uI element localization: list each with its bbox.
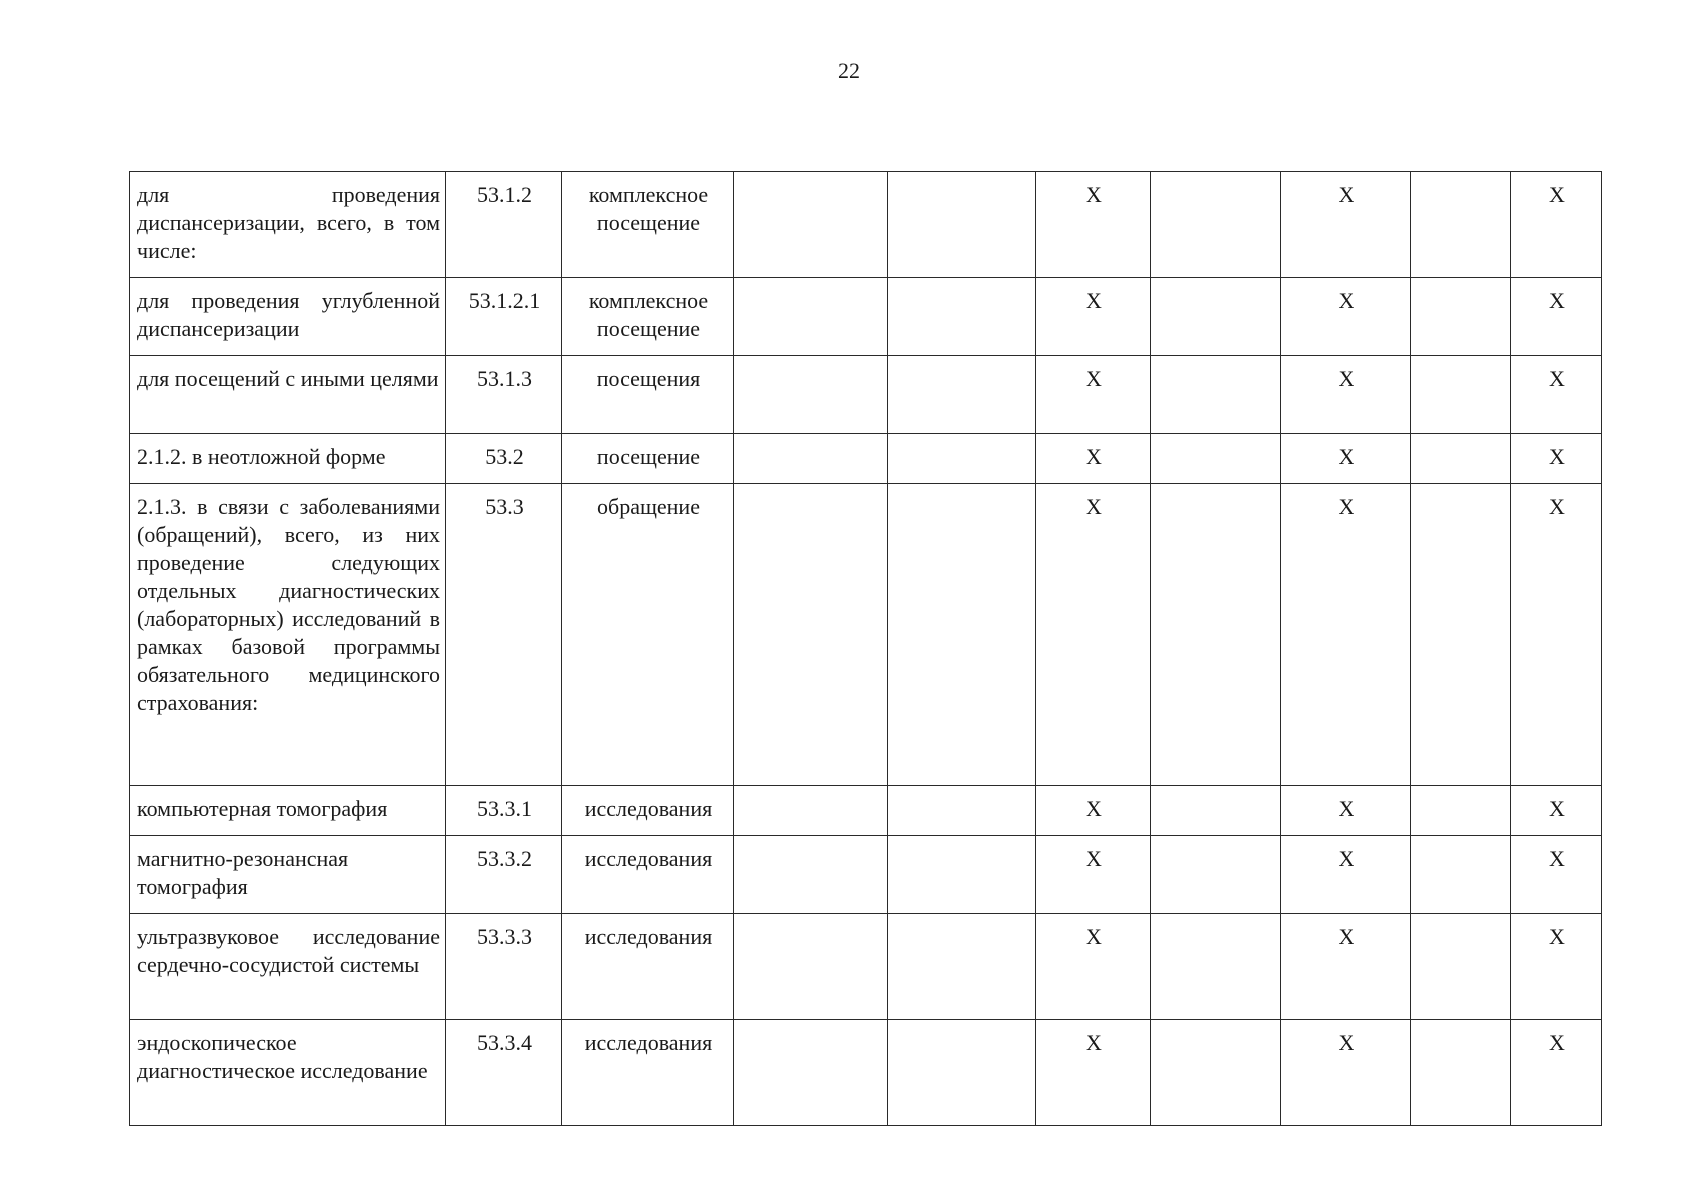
value-cell <box>888 172 1036 278</box>
value-cell <box>888 836 1036 914</box>
row-unit-cell: исследования <box>562 786 734 836</box>
value-cell: X <box>1281 434 1411 484</box>
row-name-cell: магнитно-резонансная томография <box>130 836 446 914</box>
value-cell <box>888 356 1036 434</box>
row-name-cell: 2.1.2. в неотложной форме <box>130 434 446 484</box>
value-cell <box>1151 484 1281 786</box>
value-cell: X <box>1036 172 1151 278</box>
table-row <box>130 356 1602 434</box>
row-code-cell: 53.3.1 <box>446 786 562 836</box>
row-name-cell: 2.1.3. в связи с заболеваниями (обращений), всего, из них проведение следующих отдельных диагностических (лабораторных) исследований в рамках базовой программы обязательного медицинского страхования: <box>130 484 446 786</box>
value-cell <box>1151 1020 1281 1126</box>
value-cell: X <box>1511 1020 1602 1126</box>
value-cell: X <box>1281 172 1411 278</box>
value-cell: X <box>1036 914 1151 1020</box>
value-cell: X <box>1036 1020 1151 1126</box>
row-unit-cell: посещение <box>562 434 734 484</box>
row-unit-cell: исследования <box>562 836 734 914</box>
value-cell <box>734 1020 888 1126</box>
value-cell <box>1411 278 1511 356</box>
value-cell <box>1411 786 1511 836</box>
value-cell <box>888 786 1036 836</box>
value-cell: X <box>1511 484 1602 786</box>
value-cell <box>1411 914 1511 1020</box>
value-cell <box>734 786 888 836</box>
row-unit-cell: комплексное посещение <box>562 172 734 278</box>
value-cell: X <box>1511 434 1602 484</box>
value-cell: X <box>1511 786 1602 836</box>
table-row <box>130 914 1602 1020</box>
value-cell <box>1411 434 1511 484</box>
value-cell <box>1411 836 1511 914</box>
value-cell <box>1151 434 1281 484</box>
value-cell <box>1151 278 1281 356</box>
value-cell: X <box>1511 278 1602 356</box>
value-cell: X <box>1281 1020 1411 1126</box>
value-cell: X <box>1036 484 1151 786</box>
value-cell <box>1411 356 1511 434</box>
value-cell <box>734 278 888 356</box>
row-unit-cell: комплексное посещение <box>562 278 734 356</box>
value-cell <box>734 484 888 786</box>
value-cell: X <box>1511 356 1602 434</box>
value-cell <box>1151 914 1281 1020</box>
value-cell: X <box>1036 434 1151 484</box>
row-unit-cell: исследования <box>562 914 734 1020</box>
table-row <box>130 434 1602 484</box>
table-row <box>130 484 1602 786</box>
value-cell <box>1411 484 1511 786</box>
value-cell: X <box>1281 914 1411 1020</box>
table-row <box>130 1020 1602 1126</box>
row-name-cell: компьютерная томография <box>130 786 446 836</box>
value-cell <box>888 1020 1036 1126</box>
value-cell <box>1151 786 1281 836</box>
row-code-cell: 53.1.2.1 <box>446 278 562 356</box>
value-cell <box>734 836 888 914</box>
value-cell: X <box>1281 356 1411 434</box>
value-cell <box>1411 172 1511 278</box>
table-row <box>130 172 1602 278</box>
value-cell: X <box>1511 836 1602 914</box>
row-name-cell: для посещений с иными целями <box>130 356 446 434</box>
page-number: 22 <box>838 58 860 83</box>
value-cell <box>888 278 1036 356</box>
value-cell: X <box>1036 278 1151 356</box>
value-cell <box>888 484 1036 786</box>
value-cell: X <box>1281 786 1411 836</box>
value-cell <box>888 914 1036 1020</box>
row-code-cell: 53.3.2 <box>446 836 562 914</box>
value-cell <box>734 914 888 1020</box>
table-body <box>130 172 1602 1126</box>
value-cell <box>1411 1020 1511 1126</box>
value-cell: X <box>1281 484 1411 786</box>
value-cell <box>888 434 1036 484</box>
row-code-cell: 53.2 <box>446 434 562 484</box>
row-code-cell: 53.1.2 <box>446 172 562 278</box>
value-cell: X <box>1036 786 1151 836</box>
table-row <box>130 786 1602 836</box>
row-name-cell: для проведения углубленной диспансеризации <box>130 278 446 356</box>
row-code-cell: 53.3.4 <box>446 1020 562 1126</box>
table-row <box>130 278 1602 356</box>
value-cell <box>1151 172 1281 278</box>
value-cell: X <box>1281 836 1411 914</box>
table-row <box>130 836 1602 914</box>
value-cell: X <box>1281 278 1411 356</box>
value-cell <box>1151 836 1281 914</box>
row-unit-cell: посещения <box>562 356 734 434</box>
value-cell <box>734 434 888 484</box>
row-name-cell: для проведения диспансеризации, всего, в том числе: <box>130 172 446 278</box>
row-unit-cell: обращение <box>562 484 734 786</box>
value-cell: X <box>1511 914 1602 1020</box>
row-code-cell: 53.1.3 <box>446 356 562 434</box>
value-cell <box>734 172 888 278</box>
value-cell: X <box>1036 836 1151 914</box>
data-table <box>129 171 1602 1126</box>
value-cell <box>1151 356 1281 434</box>
row-unit-cell: исследования <box>562 1020 734 1126</box>
value-cell: X <box>1036 356 1151 434</box>
value-cell: X <box>1511 172 1602 278</box>
row-code-cell: 53.3.3 <box>446 914 562 1020</box>
row-name-cell: ультразвуковое исследование сердечно-сосудистой системы <box>130 914 446 1020</box>
value-cell <box>734 356 888 434</box>
row-code-cell: 53.3 <box>446 484 562 786</box>
row-name-cell: эндоскопическое диагностическое исследование <box>130 1020 446 1126</box>
